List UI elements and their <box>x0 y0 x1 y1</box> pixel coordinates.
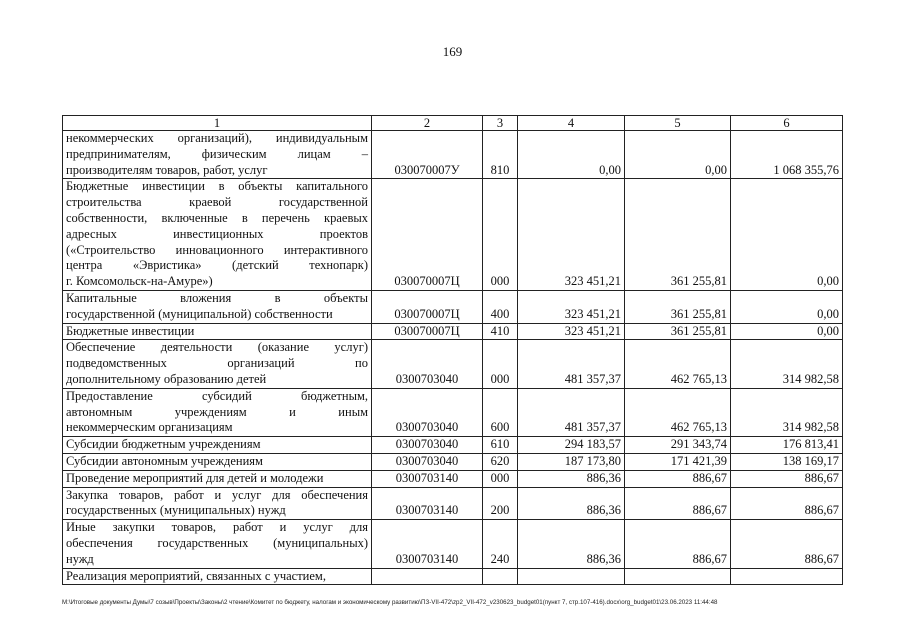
header-col-5: 5 <box>625 116 731 131</box>
header-col-2: 2 <box>372 116 483 131</box>
row-value-col6: 314 982,58 <box>731 340 843 388</box>
row-value-col4: 323 451,21 <box>518 290 625 323</box>
row-value-col4: 323 451,21 <box>518 323 625 340</box>
row-name-line: Предоставление субсидий бюджетным, <box>66 388 368 403</box>
row-name-line: («Строительство инновационного интерактивного <box>66 242 368 257</box>
row-value-col6: 176 813,41 <box>731 437 843 454</box>
row-value-col5: 361 255,81 <box>625 323 731 340</box>
row-name-line: собственности, включенные в перечень краевых <box>66 210 368 225</box>
row-name-line: Субсидии автономным учреждениям <box>66 453 263 468</box>
row-code <box>372 568 483 585</box>
row-name-line: Обеспечение деятельности (оказание услуг) <box>66 340 368 355</box>
header-col-4: 4 <box>518 116 625 131</box>
row-code: 030070007Ц <box>372 323 483 340</box>
table-row <box>63 453 843 470</box>
row-name-line: государственных (муниципальных) нужд <box>66 503 286 518</box>
row-name-line: Закупка товаров, работ и услуг для обеспечения <box>66 487 368 502</box>
row-value-col6: 886,67 <box>731 487 843 520</box>
row-value-col4: 187 173,80 <box>518 453 625 470</box>
budget-table <box>62 115 843 585</box>
row-name-line: Бюджетные инвестиции в объекты капитального <box>66 179 368 194</box>
row-name <box>63 179 372 291</box>
row-value-col6: 314 982,58 <box>731 388 843 436</box>
row-expense-type: 000 <box>483 179 518 291</box>
row-code: 0300703040 <box>372 388 483 436</box>
table-row <box>63 131 843 179</box>
table-header-row <box>63 116 843 131</box>
row-expense-type: 810 <box>483 131 518 179</box>
row-value-col6: 0,00 <box>731 179 843 291</box>
row-name-line: адресных инвестиционных проектов <box>66 226 368 241</box>
row-value-col4: 481 357,37 <box>518 340 625 388</box>
row-name-line: Субсидии бюджетным учреждениям <box>66 437 261 452</box>
row-name-line: Иные закупки товаров, работ и услуг для <box>66 520 368 535</box>
table-row <box>63 487 843 520</box>
row-name-line: автономным учреждениям и иным <box>66 404 368 419</box>
row-code: 030070007Ц <box>372 290 483 323</box>
row-code: 0300703140 <box>372 487 483 520</box>
row-name <box>63 323 372 340</box>
row-name-line: Реализация мероприятий, связанных с участием, <box>66 568 326 583</box>
row-value-col6: 0,00 <box>731 290 843 323</box>
row-expense-type: 400 <box>483 290 518 323</box>
row-value-col4: 323 451,21 <box>518 179 625 291</box>
row-expense-type: 410 <box>483 323 518 340</box>
row-value-col6 <box>731 568 843 585</box>
row-name <box>63 131 372 179</box>
row-value-col5: 886,67 <box>625 520 731 568</box>
table-row <box>63 290 843 323</box>
row-code: 030070007Ц <box>372 179 483 291</box>
row-value-col6: 138 169,17 <box>731 453 843 470</box>
row-value-col5: 361 255,81 <box>625 179 731 291</box>
row-name <box>63 290 372 323</box>
table-row <box>63 179 843 291</box>
row-name <box>63 520 372 568</box>
row-name <box>63 340 372 388</box>
row-value-col4: 294 183,57 <box>518 437 625 454</box>
row-name <box>63 388 372 436</box>
row-value-col6: 886,67 <box>731 520 843 568</box>
row-value-col5 <box>625 568 731 585</box>
row-name <box>63 437 372 454</box>
row-code: 0300703040 <box>372 453 483 470</box>
row-value-col5: 462 765,13 <box>625 340 731 388</box>
row-code: 0300703140 <box>372 470 483 487</box>
row-value-col5: 361 255,81 <box>625 290 731 323</box>
row-expense-type: 620 <box>483 453 518 470</box>
document-path-footer: M:\Итоговые документы Думы\7 созыв\Проекты\Законы\2 чтение\Комитет по бюджету, налогам и экономическому развитию\ПЗ-VII-472\zp2_VII-472_v230623_budget01(пункт 7, стр.107-416).docx\org_budget01\23.06.2023 11:44:48 <box>62 599 718 606</box>
row-name <box>63 568 372 585</box>
row-name-line: Проведение мероприятий для детей и молодежи <box>66 470 324 485</box>
table-row <box>63 470 843 487</box>
row-name-line: нужд <box>66 551 94 566</box>
row-code: 0300703040 <box>372 437 483 454</box>
row-value-col6: 1 068 355,76 <box>731 131 843 179</box>
header-col-3: 3 <box>483 116 518 131</box>
row-expense-type: 200 <box>483 487 518 520</box>
row-code: 0300703140 <box>372 520 483 568</box>
header-col-1: 1 <box>63 116 372 131</box>
row-value-col6: 0,00 <box>731 323 843 340</box>
table-row <box>63 568 843 585</box>
row-name-line: Бюджетные инвестиции <box>66 323 195 338</box>
row-value-col5: 462 765,13 <box>625 388 731 436</box>
row-name-line: государственной (муниципальной) собственности <box>66 306 333 321</box>
row-value-col4: 886,36 <box>518 487 625 520</box>
row-value-col4: 886,36 <box>518 520 625 568</box>
row-name-line: строительства краевой государственной <box>66 195 368 210</box>
table-row <box>63 340 843 388</box>
row-name-line: предпринимателям, физическим лицам – <box>66 146 368 161</box>
header-col-6: 6 <box>731 116 843 131</box>
row-expense-type: 240 <box>483 520 518 568</box>
row-value-col4: 481 357,37 <box>518 388 625 436</box>
table-row <box>63 437 843 454</box>
table-body <box>63 131 843 585</box>
row-expense-type: 000 <box>483 340 518 388</box>
row-value-col4: 0,00 <box>518 131 625 179</box>
row-code: 0300703040 <box>372 340 483 388</box>
table-row <box>63 388 843 436</box>
row-value-col5: 886,67 <box>625 487 731 520</box>
row-name-line: дополнительному образованию детей <box>66 371 267 386</box>
row-name-line: некоммерческим организациям <box>66 420 233 435</box>
row-expense-type <box>483 568 518 585</box>
row-name <box>63 487 372 520</box>
row-code: 030070007У <box>372 131 483 179</box>
row-value-col5: 291 343,74 <box>625 437 731 454</box>
row-name-line: некоммерческих организаций), индивидуальным <box>66 131 368 145</box>
row-name <box>63 470 372 487</box>
row-name-line: Капитальные вложения в объекты <box>66 290 368 305</box>
row-value-col4 <box>518 568 625 585</box>
row-expense-type: 600 <box>483 388 518 436</box>
row-name-line: производителям товаров, работ, услуг <box>66 162 268 177</box>
row-value-col4: 886,36 <box>518 470 625 487</box>
row-name <box>63 453 372 470</box>
row-name-line: подведомственных организаций по <box>66 356 368 371</box>
row-name-line: обеспечения государственных (муниципальных) <box>66 535 368 550</box>
table-row <box>63 323 843 340</box>
row-value-col5: 0,00 <box>625 131 731 179</box>
row-expense-type: 610 <box>483 437 518 454</box>
row-name-line: г. Комсомольск-на-Амуре») <box>66 274 213 289</box>
page-number: 169 <box>442 44 463 59</box>
row-value-col5: 171 421,39 <box>625 453 731 470</box>
row-value-col5: 886,67 <box>625 470 731 487</box>
table-row <box>63 520 843 568</box>
row-name-line: центра «Эвристика» (детский технопарк) <box>66 258 368 273</box>
row-expense-type: 000 <box>483 470 518 487</box>
row-value-col6: 886,67 <box>731 470 843 487</box>
